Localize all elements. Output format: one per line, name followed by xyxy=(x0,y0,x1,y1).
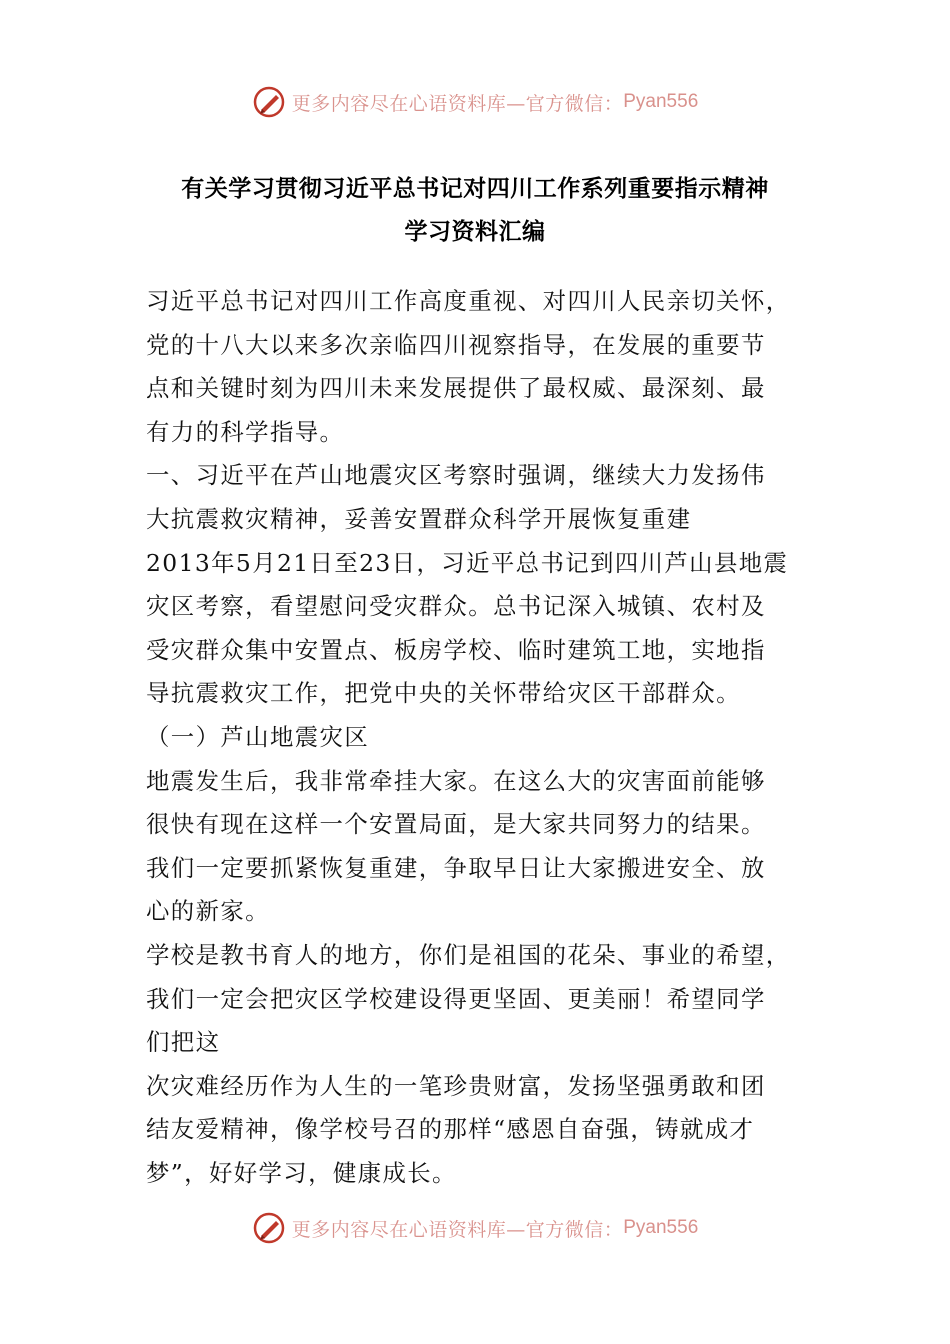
banner-handle: Pyan556 xyxy=(623,91,699,112)
pen-logo-icon xyxy=(252,85,286,119)
section-heading-line: 大抗震救灾精神，妥善安置群众科学开展恢复重建 xyxy=(146,504,692,533)
pen-logo-icon xyxy=(252,1211,286,1245)
section-heading-line: 一、习近平在芦山地震灾区考察时强调，继续大力发扬伟 xyxy=(146,461,766,490)
body-line: 很快有现在这样一个安置局面，是大家共同努力的结果。 xyxy=(146,810,766,839)
document-title-line-2: 学习资料汇编 xyxy=(404,219,546,245)
banner-text: 更多内容尽在心语资料库—官方微信： xyxy=(291,92,624,115)
body-line: 们把这 xyxy=(146,1028,221,1057)
banner-handle: Pyan556 xyxy=(623,1217,699,1238)
body-line: 习近平总书记对四川工作高度重视、对四川人民亲切关怀， xyxy=(146,287,791,315)
body-line: 学校是教书育人的地方，你们是祖国的花朵、事业的希望， xyxy=(146,940,791,969)
body-line: 心的新家。 xyxy=(146,897,270,926)
footer-watermark xyxy=(0,1206,950,1250)
subsection-heading: （一）芦山地震灾区 xyxy=(146,722,370,751)
body-line: 灾区考察，看望慰问受灾群众。总书记深入城镇、农村及 xyxy=(146,592,766,621)
body-line: 结友爱精神，像学校号召的那样“感恩自奋强，铸就成才 xyxy=(146,1115,755,1144)
body-line: 受灾群众集中安置点、板房学校、临时建筑工地，实地指 xyxy=(146,635,766,664)
body-line: 我们一定要抓紧恢复重建，争取早日让大家搬进安全、放 xyxy=(146,853,766,882)
body-line: 次灾难经历作为人生的一笔珍贵财富，发扬坚强勇敢和团 xyxy=(146,1071,766,1100)
header-watermark xyxy=(0,80,950,124)
body-line: 地震发生后，我非常牵挂大家。在这么大的灾害面前能够 xyxy=(146,766,766,795)
banner-text: 更多内容尽在心语资料库—官方微信： xyxy=(291,1218,624,1241)
body-line: 梦”，好好学习，健康成长。 xyxy=(146,1158,457,1187)
document-body xyxy=(146,280,814,1195)
document-title-line-1: 有关学习贯彻习近平总书记对四川工作系列重要指示精神 xyxy=(181,176,769,202)
body-line: 2013年5月21日至23日，习近平总书记到四川芦山县地震 xyxy=(146,548,789,577)
body-line: 导抗震救灾工作，把党中央的关怀带给灾区干部群众。 xyxy=(146,679,741,708)
body-line: 点和关键时刻为四川未来发展提供了最权威、最深刻、最 xyxy=(146,374,766,403)
body-line: 有力的科学指导。 xyxy=(146,417,345,446)
body-line: 党的十八大以来多次亲临四川视察指导，在发展的重要节 xyxy=(146,330,766,359)
body-line: 我们一定会把灾区学校建设得更坚固、更美丽！希望同学 xyxy=(146,984,766,1013)
